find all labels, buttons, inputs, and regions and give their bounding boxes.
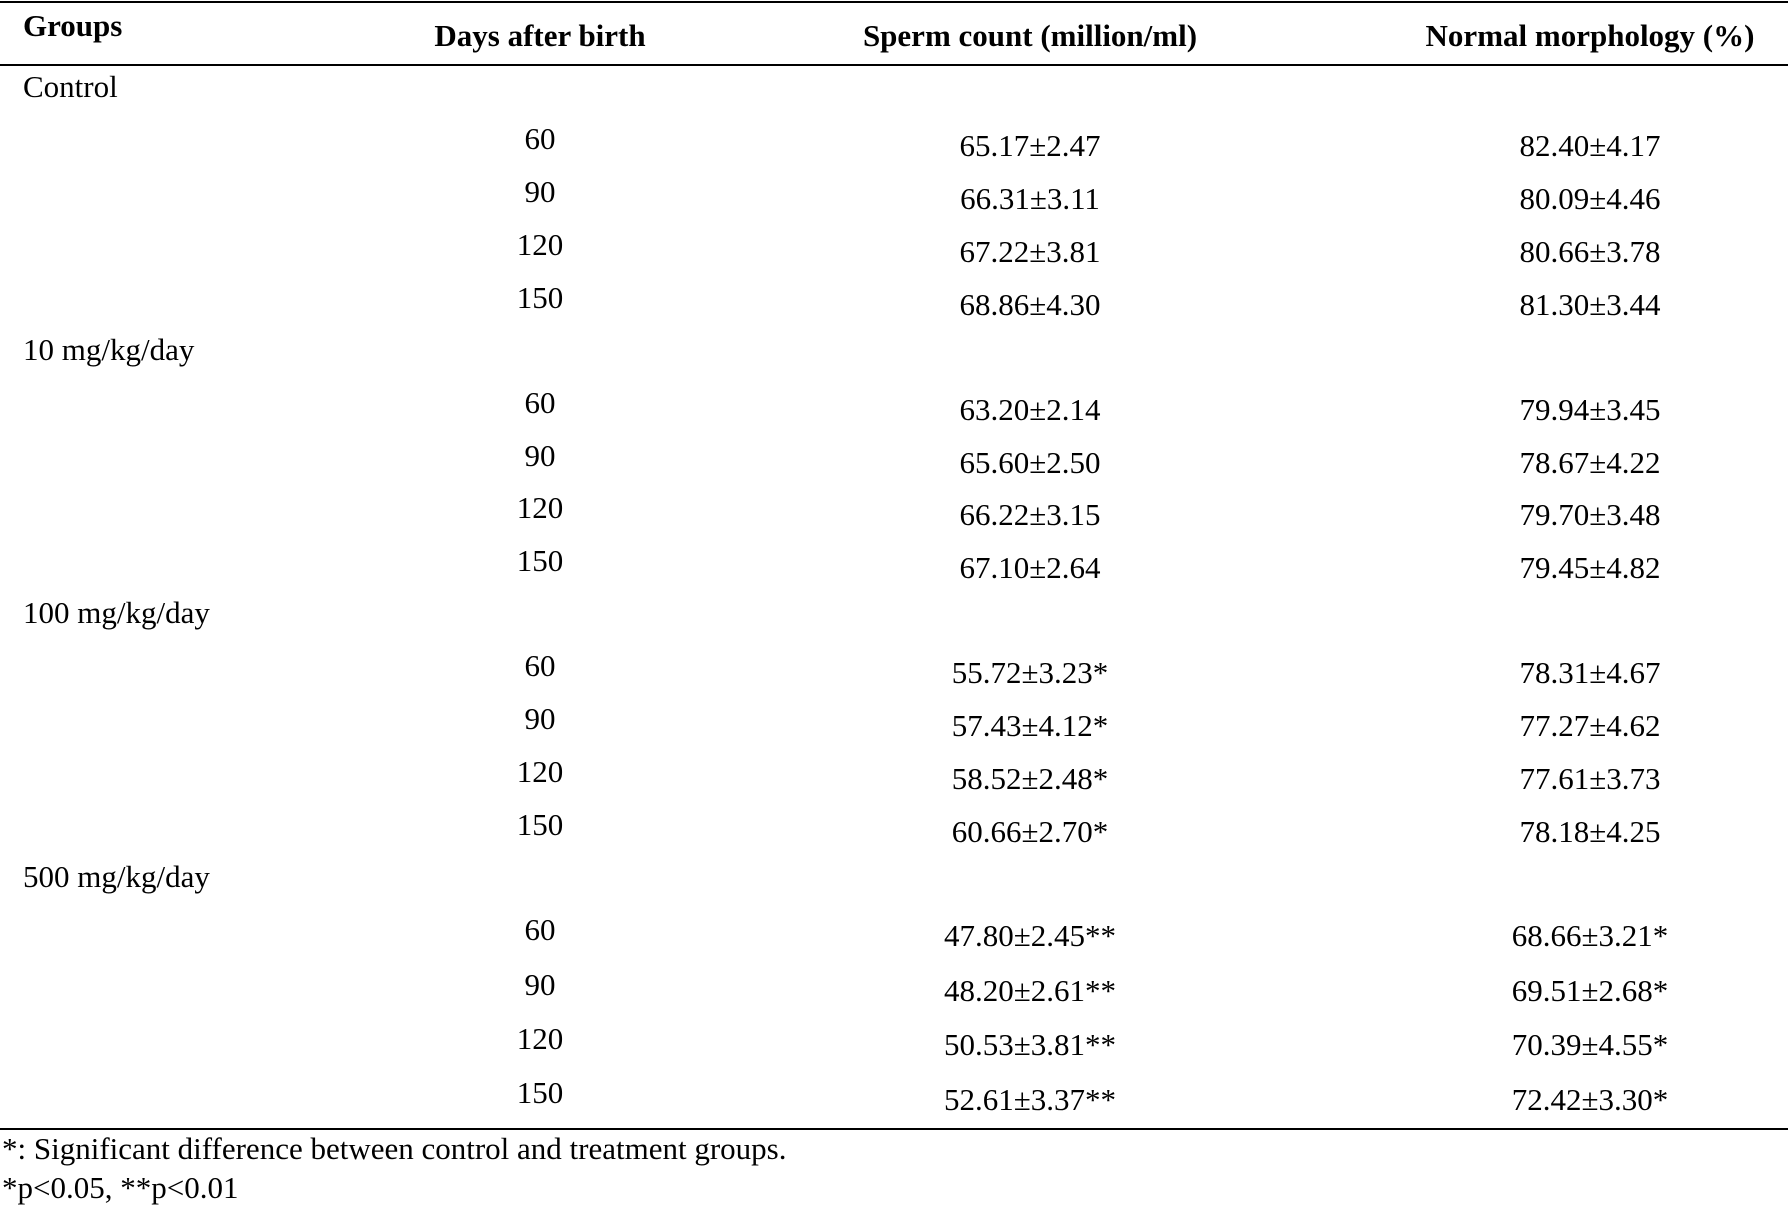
sperm-count-cell: 47.80±2.45** (943, 918, 1117, 953)
day-cell: 90 (524, 701, 556, 736)
morphology-cell: 77.61±3.73 (1519, 761, 1661, 796)
sperm-count-cell: 55.72±3.23* (951, 655, 1109, 690)
day-cell: 150 (516, 543, 564, 578)
sperm-count-cell: 63.20±2.14 (959, 392, 1101, 427)
group-label-control: Control (23, 69, 118, 104)
sperm-count-cell: 66.31±3.11 (960, 181, 1100, 216)
group-label-10mg: 10 mg/kg/day (23, 332, 195, 367)
morphology-cell: 82.40±4.17 (1519, 128, 1661, 163)
morphology-cell: 78.31±4.67 (1519, 655, 1661, 690)
morphology-cell: 79.94±3.45 (1519, 392, 1661, 427)
sperm-count-cell: 67.10±2.64 (959, 550, 1101, 585)
day-cell: 150 (516, 807, 564, 842)
header-normal-morphology: Normal morphology (%) (1425, 18, 1755, 53)
sperm-count-cell: 50.53±3.81** (943, 1027, 1117, 1062)
sperm-count-cell: 65.60±2.50 (959, 445, 1101, 480)
morphology-cell: 70.39±4.55* (1511, 1027, 1669, 1062)
morphology-cell: 80.66±3.78 (1519, 234, 1661, 269)
header-days-after-birth: Days after birth (434, 18, 646, 53)
day-cell: 90 (524, 174, 556, 209)
day-cell: 120 (516, 227, 564, 262)
group-label-100mg: 100 mg/kg/day (23, 595, 210, 630)
day-cell: 120 (516, 1021, 564, 1056)
header-groups: Groups (23, 8, 123, 43)
day-cell: 90 (524, 438, 556, 473)
sperm-count-cell: 48.20±2.61** (943, 973, 1117, 1008)
morphology-cell: 72.42±3.30* (1511, 1082, 1669, 1117)
day-cell: 150 (516, 1075, 564, 1110)
bottom-rule (0, 1128, 1788, 1130)
header-rule (0, 64, 1788, 66)
sperm-count-cell: 68.86±4.30 (959, 287, 1101, 322)
day-cell: 120 (516, 754, 564, 789)
morphology-cell: 77.27±4.62 (1519, 708, 1661, 743)
day-cell: 150 (516, 280, 564, 315)
morphology-cell: 79.70±3.48 (1519, 497, 1661, 532)
morphology-cell: 78.18±4.25 (1519, 814, 1661, 849)
header-sperm-count: Sperm count (million/ml) (862, 18, 1198, 53)
morphology-cell: 68.66±3.21* (1511, 918, 1669, 953)
day-cell: 90 (524, 967, 556, 1002)
morphology-cell: 69.51±2.68* (1511, 973, 1669, 1008)
morphology-cell: 81.30±3.44 (1519, 287, 1661, 322)
day-cell: 120 (516, 490, 564, 525)
day-cell: 60 (524, 648, 556, 683)
day-cell: 60 (524, 912, 556, 947)
top-rule (0, 1, 1788, 3)
sperm-count-cell: 60.66±2.70* (951, 814, 1109, 849)
sperm-count-cell: 67.22±3.81 (959, 234, 1101, 269)
sperm-count-cell: 57.43±4.12* (951, 708, 1109, 743)
group-label-500mg: 500 mg/kg/day (23, 859, 210, 894)
sperm-count-cell: 52.61±3.37** (943, 1082, 1117, 1117)
sperm-count-cell: 58.52±2.48* (951, 761, 1109, 796)
sperm-count-cell: 65.17±2.47 (959, 128, 1101, 163)
morphology-cell: 79.45±4.82 (1519, 550, 1661, 585)
sperm-count-cell: 66.22±3.15 (959, 497, 1101, 532)
footnote-p-values: *p<0.05, **p<0.01 (2, 1170, 239, 1205)
day-cell: 60 (524, 121, 556, 156)
morphology-cell: 78.67±4.22 (1519, 445, 1661, 480)
day-cell: 60 (524, 385, 556, 420)
footnote-significance: *: Significant difference between control and treatment groups. (2, 1131, 787, 1166)
morphology-cell: 80.09±4.46 (1519, 181, 1661, 216)
